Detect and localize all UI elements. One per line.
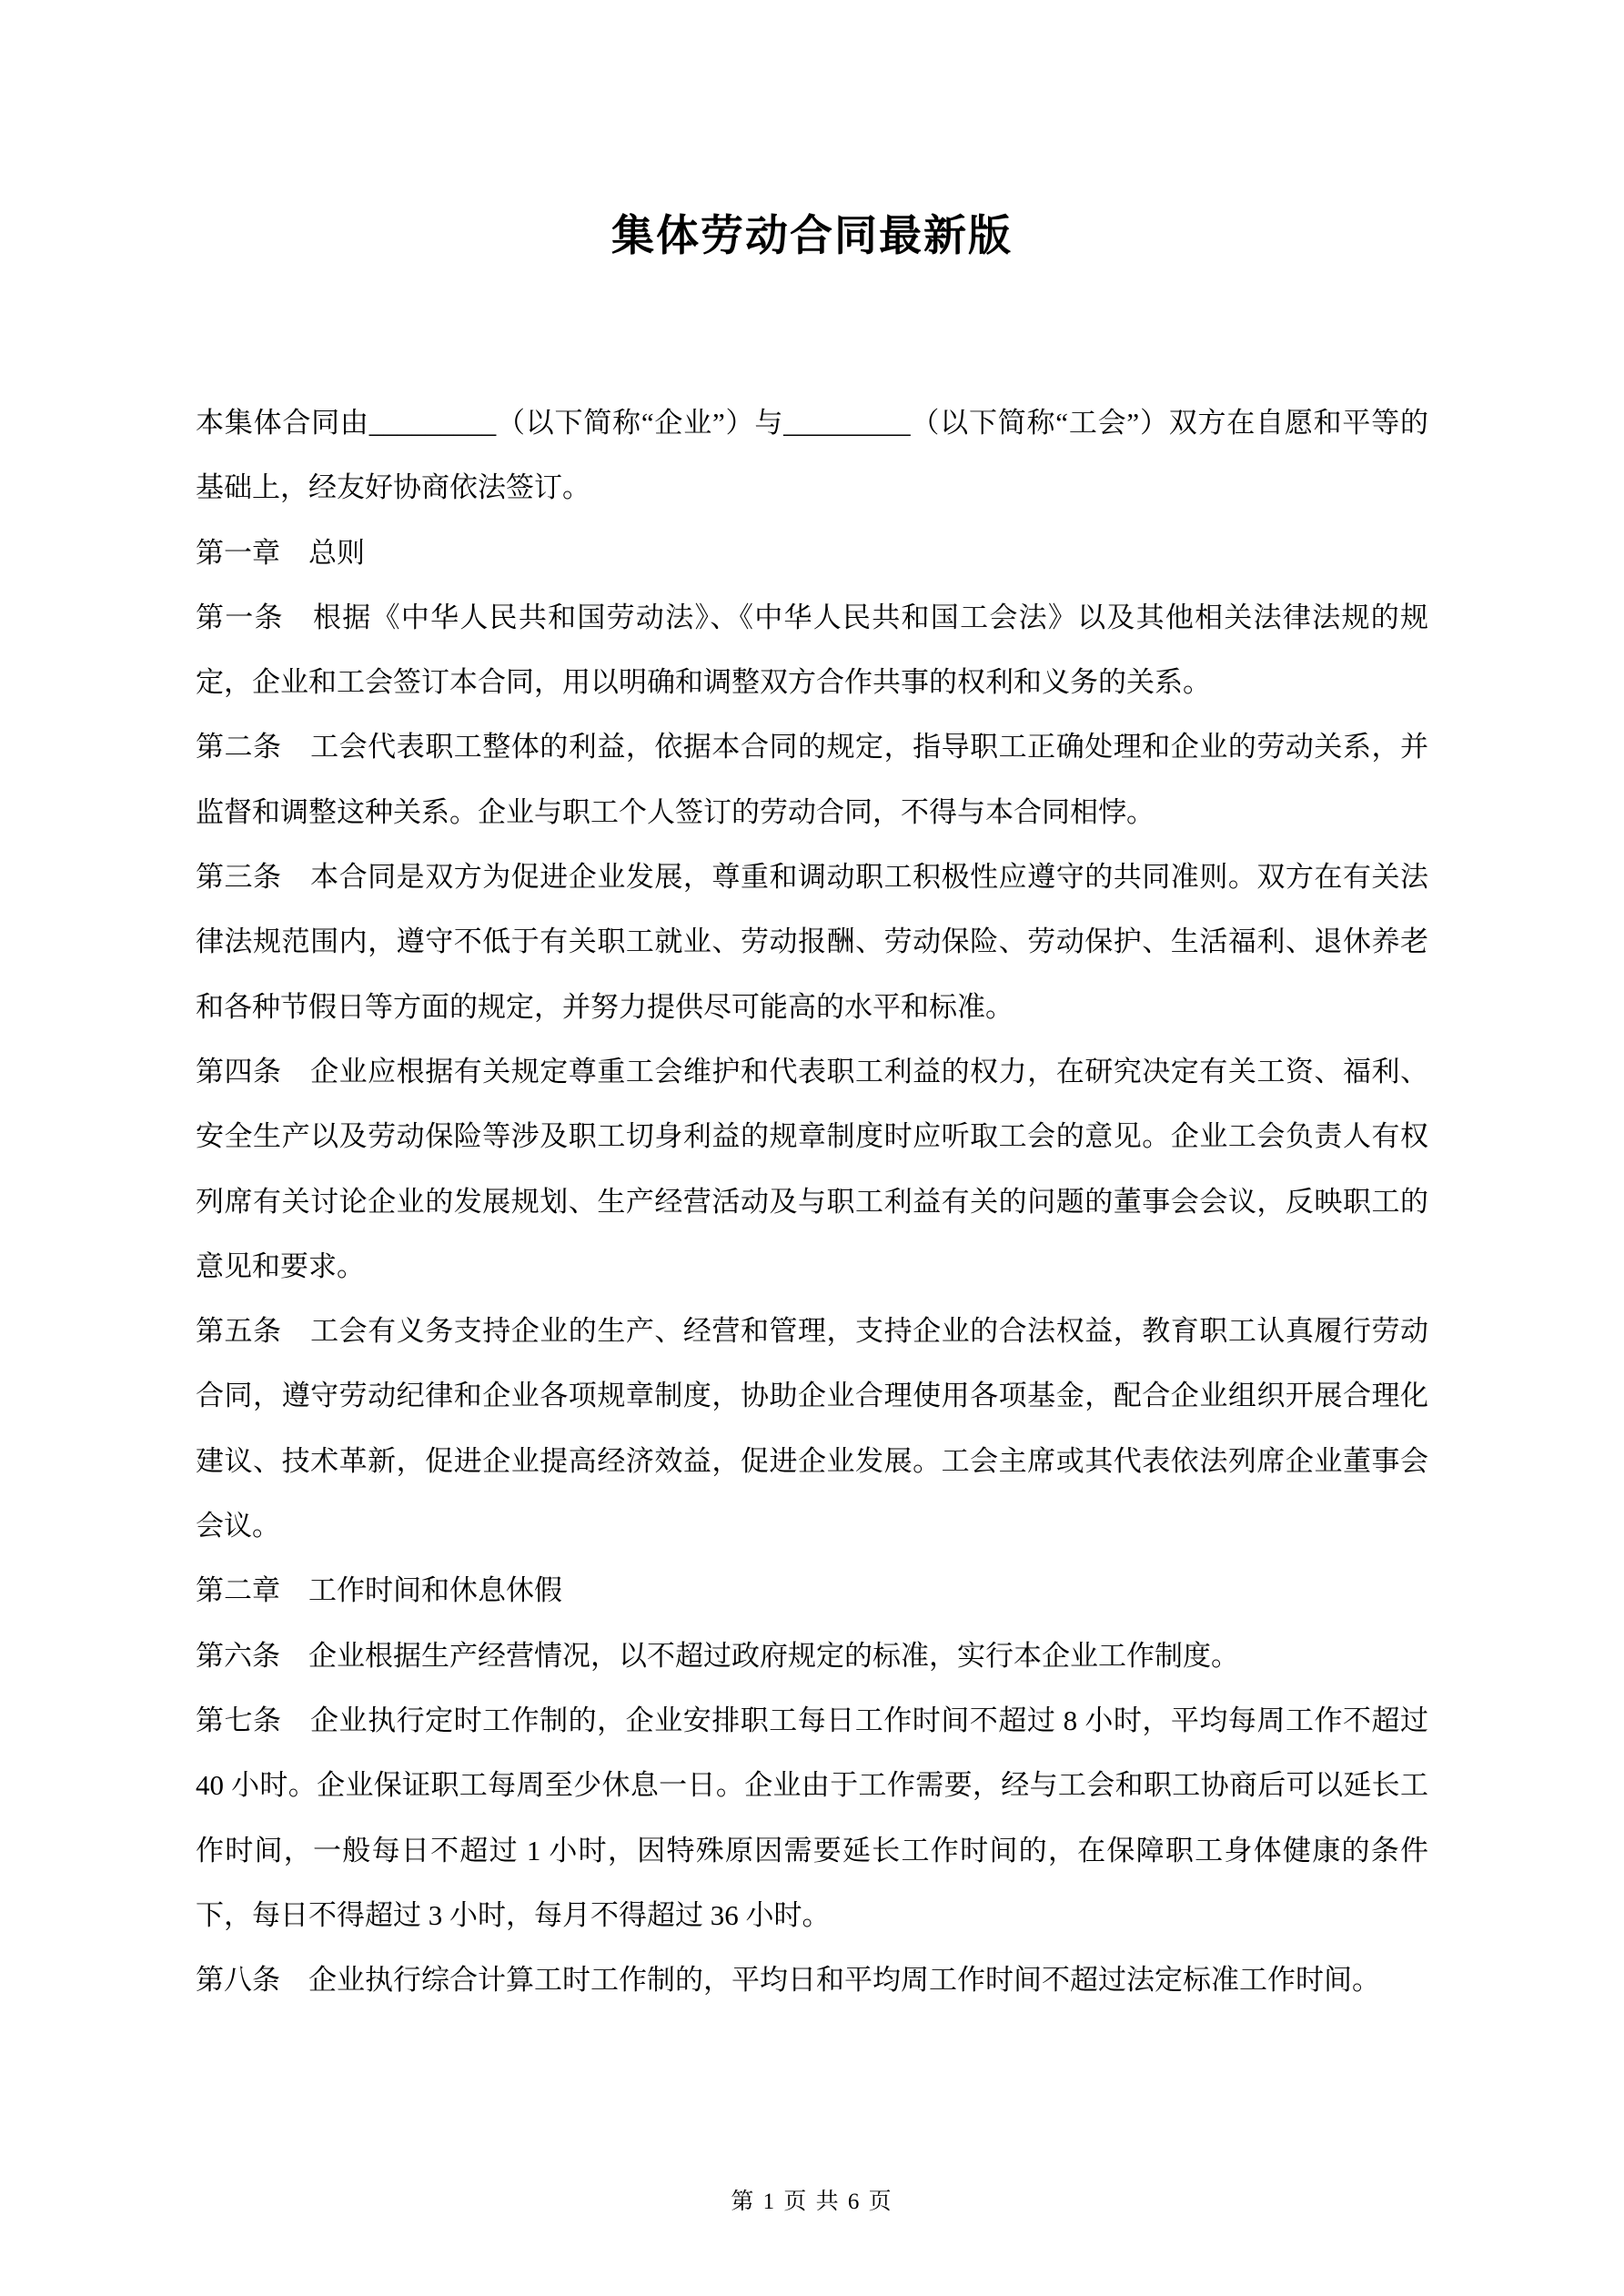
paragraph: 第五条 工会有义务支持企业的生产、经营和管理，支持企业的合法权益，教育职工认真履行劳动合同，遵守劳动纪律和企业各项规章制度，协助企业合理使用各项基金，配合企业组织开展合理化建议、技术革新，促进企业提高经济效益，促进企业发展。工会主席或其代表依法列席企业董事会会议。 — [196, 1315, 1428, 1542]
document-title: 集体劳动合同最新版 — [611, 213, 1013, 260]
paragraph: 第一条 根据《中华人民共和国劳动法》、《中华人民共和国工会法》以及其他相关法律法规的规定，企业和工会签订本合同，用以明确和调整双方合作共事的权利和义务的关系。 — [196, 601, 1428, 699]
paragraph: 第四条 企业应根据有关规定尊重工会维护和代表职工利益的权力，在研究决定有关工资、福利、安全生产以及劳动保险等涉及职工切身利益的规章制度时应听取工会的意见。企业工会负责人有权列席有关讨论企业的发展规划、生产经营活动及与职工利益有关的问题的董事会会议，反映职工的意见和要求。 — [196, 1055, 1428, 1282]
paragraph: 第八条 企业执行综合计算工时工作制的，平均日和平均周工作时间不超过法定标准工作时间。 — [196, 1964, 1380, 1997]
chapter-heading: 第一章 总则 — [196, 536, 365, 569]
page-number: 第 1 页 共 6 页 — [731, 2190, 893, 2214]
paragraph: 第二条 工会代表职工整体的利益，依据本合同的规定，指导职工正确处理和企业的劳动关系，并监督和调整这种关系。企业与职工个人签订的劳动合同，不得与本合同相悖。 — [196, 731, 1428, 828]
chapter-heading: 第二章 工作时间和休息休假 — [196, 1574, 562, 1607]
paragraph: 第七条 企业执行定时工作制的，企业安排职工每日工作时间不超过 8 小时，平均每周工作不超过 40 小时。企业保证职工每周至少休息一日。企业由于工作需要，经与工会和职工协商后可以延长工作时间，一般每日不超过 1 小时，因特殊原因需要延长工作时间的，在保障职工身体健康的条件下，每日不得超过 3 小时，每月不得超过 36 小时。 — [196, 1704, 1428, 1931]
document-body — [196, 390, 1428, 2012]
paragraph: 第三条 本合同是双方为促进企业发展，尊重和调动职工积极性应遵守的共同准则。双方在有关法律法规范围内，遵守不低于有关职工就业、劳动报酬、劳动保险、劳动保护、生活福利、退休养老和各种节假日等方面的规定，并努力提供尽可能高的水平和标准。 — [196, 861, 1428, 1023]
paragraph: 本集体合同由_________（以下简称“企业”）与_________（以下简称“工会”）双方在自愿和平等的基础上，经友好协商依法签订。 — [196, 407, 1428, 504]
paragraph: 第六条 企业根据生产经营情况，以不超过政府规定的标准，实行本企业工作制度。 — [196, 1639, 1239, 1672]
